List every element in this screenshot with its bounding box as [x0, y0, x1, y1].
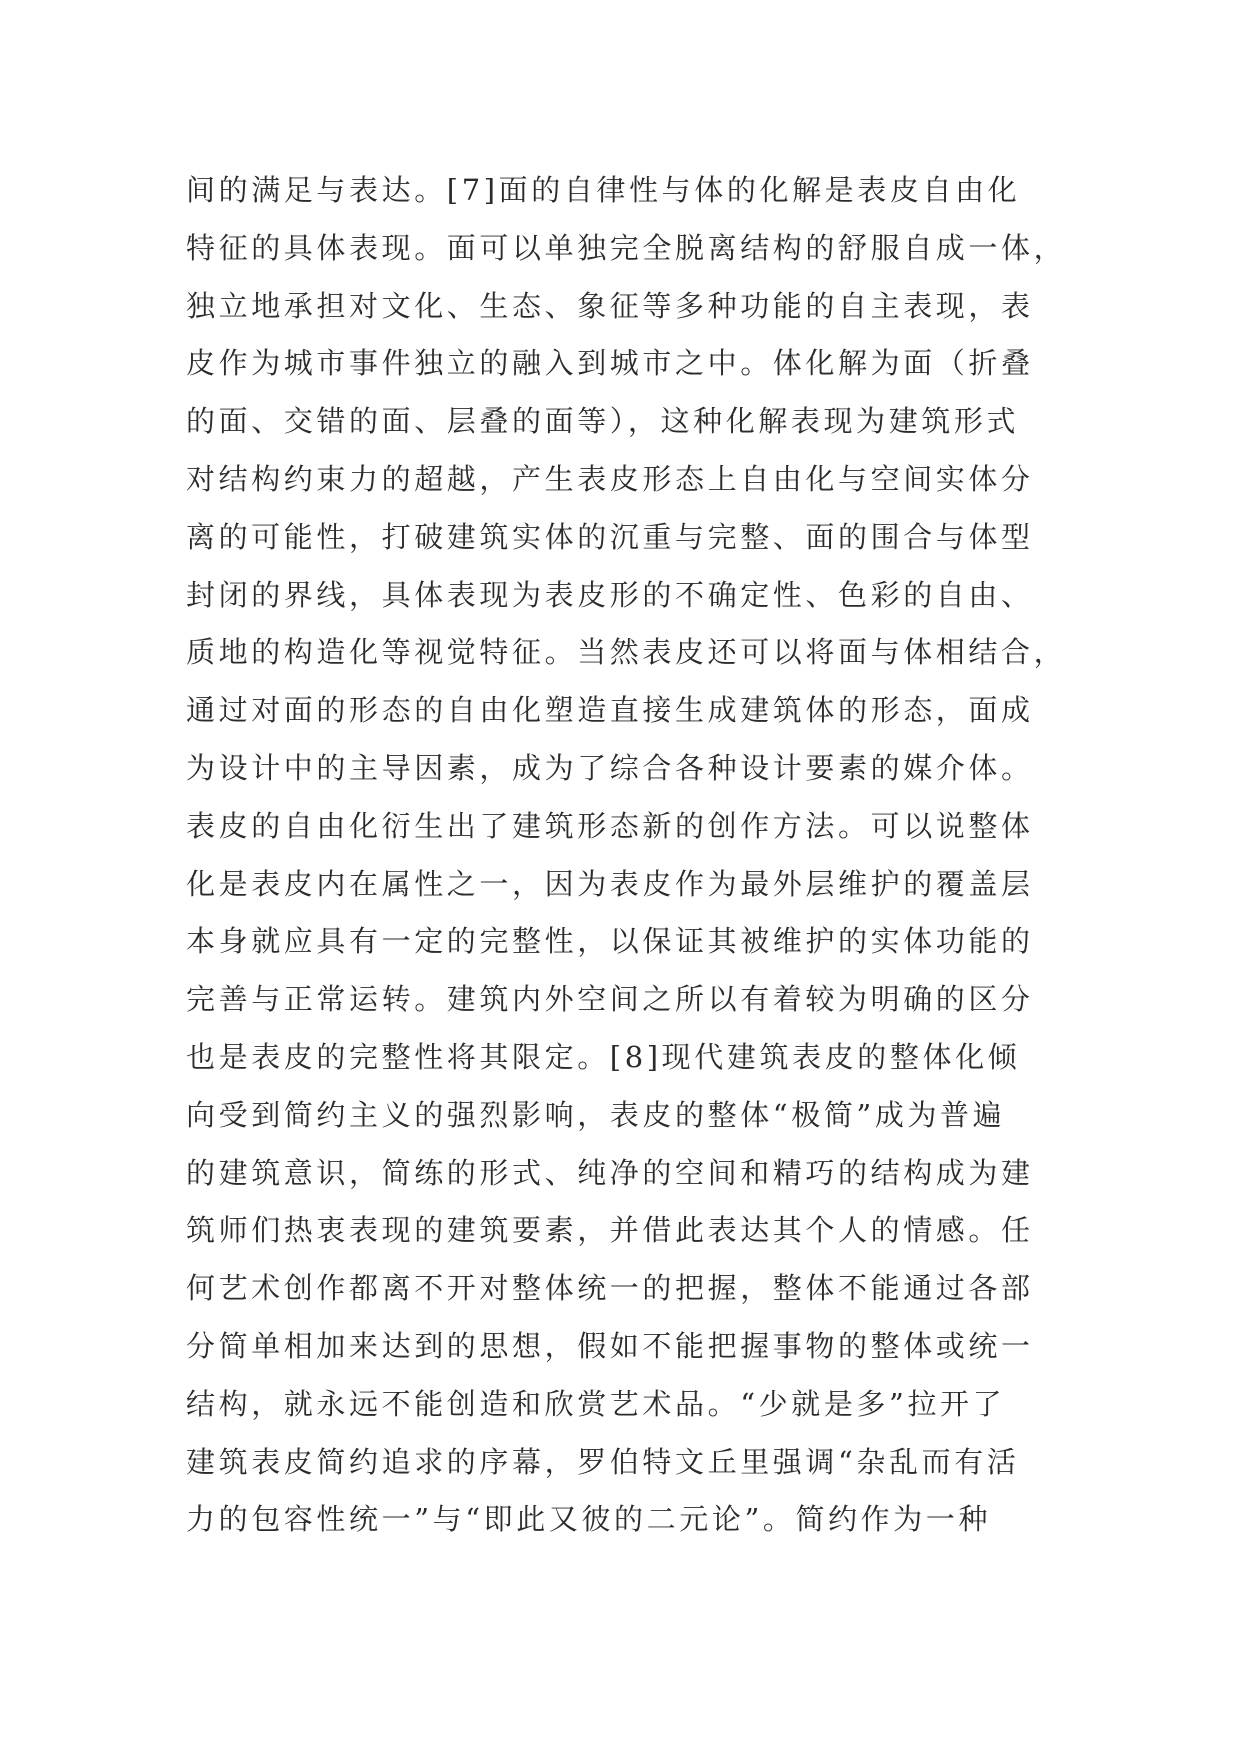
text-line: 结构，就永远不能创造和欣赏艺术品。“少就是多”拉开了 — [186, 1386, 1006, 1421]
text-line: 为设计中的主导因素，成为了综合各种设计要素的媒介体。 — [186, 750, 1034, 785]
body-text — [186, 162, 1086, 1549]
text-line: 何艺术创作都离不开对整体统一的把握，整体不能通过各部 — [186, 1271, 1034, 1306]
text-line: 封闭的界线，具体表现为表皮形的不确定性、色彩的自由、 — [186, 577, 1034, 612]
text-line: 皮作为城市事件独立的融入到城市之中。体化解为面（折叠 — [186, 346, 1034, 381]
text-line: 完善与正常运转。建筑内外空间之所以有着较为明确的区分 — [186, 982, 1034, 1017]
text-line: 也是表皮的完整性将其限定。[8]现代建筑表皮的整体化倾 — [186, 1039, 1021, 1074]
text-line: 建筑表皮简约追求的序幕，罗伯特文丘里强调“杂乱而有活 — [186, 1444, 1020, 1479]
text-line: 向受到简约主义的强烈影响，表皮的整体“极简”成为普遍 — [186, 1097, 1006, 1132]
text-line: 分简单相加来达到的思想，假如不能把握事物的整体或统一 — [186, 1328, 1034, 1363]
text-line: 通过对面的形态的自由化塑造直接生成建筑体的形态，面成 — [186, 693, 1034, 728]
text-line: 独立地承担对文化、生态、象征等多种功能的自主表现，表 — [186, 288, 1034, 323]
text-line: 的面、交错的面、层叠的面等），这种化解表现为建筑形式 — [186, 404, 1020, 439]
text-line: 本身就应具有一定的完整性，以保证其被维护的实体功能的 — [186, 924, 1034, 959]
text-line: 筑师们热衷表现的建筑要素，并借此表达其个人的情感。任 — [186, 1213, 1034, 1248]
text-line: 的建筑意识，简练的形式、纯净的空间和精巧的结构成为建 — [186, 1155, 1034, 1190]
text-line: 力的包容性统一”与“即此又彼的二元论”。简约作为一种 — [186, 1502, 992, 1537]
text-line: 化是表皮内在属性之一，因为表皮作为最外层维护的覆盖层 — [186, 866, 1034, 901]
text-line: 离的可能性，打破建筑实体的沉重与完整、面的围合与体型 — [186, 519, 1034, 554]
text-line: 表皮的自由化衍生出了建筑形态新的创作方法。可以说整体 — [186, 808, 1034, 843]
text-line: 间的满足与表达。[7]面的自律性与体的化解是表皮自由化 — [186, 173, 1021, 207]
text-line: 质地的构造化等视觉特征。当然表皮还可以将面与体相结合， — [186, 635, 1067, 670]
text-line: 特征的具体表现。面可以单独完全脱离结构的舒服自成一体， — [186, 230, 1067, 265]
text-line: 对结构约束力的超越，产生表皮形态上自由化与空间实体分 — [186, 461, 1034, 496]
